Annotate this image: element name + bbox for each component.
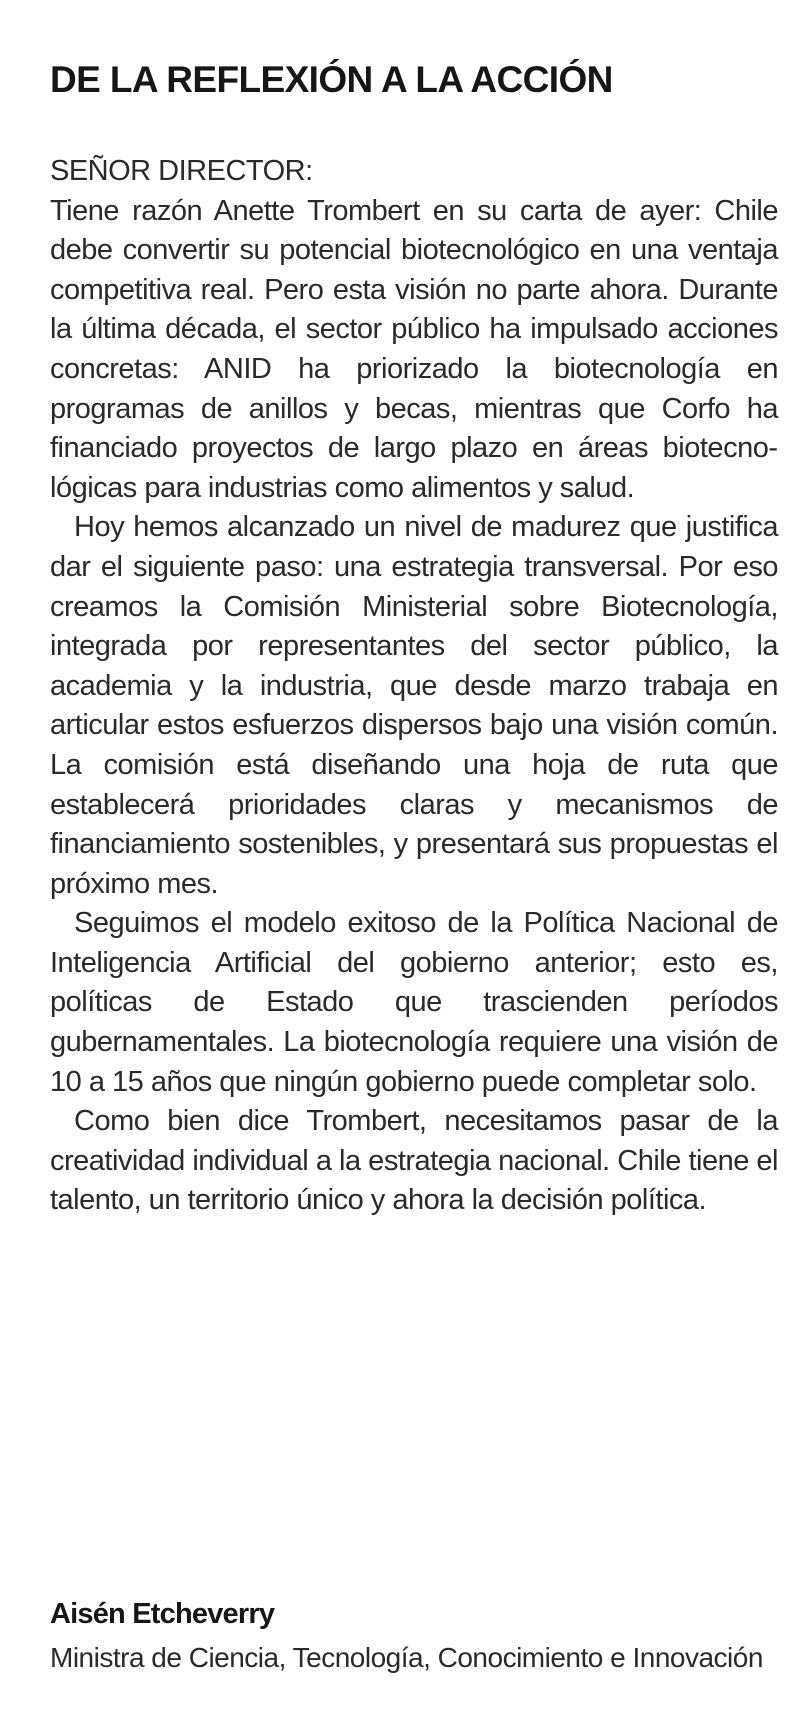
paragraph-4: Como bien dice Trombert, necesitamos pasar de la creatividad individual a la estrategia nacional. Chile tiene el talento, un territorio único y ahora la decisión política.	[50, 1105, 778, 1217]
salutation: SEÑOR DIRECTOR:	[50, 155, 313, 187]
signature-block	[50, 1595, 778, 1677]
paragraph-1: Tiene razón Anette Trombert en su carta de ayer: Chile debe convertir su potencial biotecnológico en una ventaja competitiva real. Pero esta visión no parte ahora. Durante la última década, el sector público ha impulsado acciones concretas: ANID ha priorizado la biotecnología en programas de anillos y becas, mientras que Corfo ha financiado proyectos de largo plazo en áreas biotecnológicas para industrias como alimentos y salud.	[50, 194, 778, 504]
paragraph-3: Seguimos el modelo exitoso de la Política Nacional de Inteligencia Artificial del gobierno anterior; esto es, políticas de Estado que trascienden períodos gubernamentales. La biotecnología requiere una visión de 10 a 15 años que ningún gobierno puede completar solo.	[50, 907, 778, 1098]
letter-headline: DE LA REFLEXIÓN A LA ACCIÓN	[50, 59, 613, 100]
signature-name: Aisén Etcheverry	[50, 1598, 275, 1630]
signature-title: Ministra de Ciencia, Tecnología, Conocimiento e Innovación	[50, 1642, 763, 1673]
letter-body	[50, 152, 778, 1221]
paragraph-2: Hoy hemos alcanzado un nivel de madurez que justifica dar el siguiente paso: una estrategia transversal. Por eso creamos la Comisión Ministerial sobre Biotecnología, integrada por representantes del sector público, la academia y la industria, que desde marzo trabaja en articular estos esfuerzos dispersos bajo una visión común. La comisión está diseñando una hoja de ruta que establecerá prioridades claras y mecanismos de financiamiento sostenibles, y presentará sus propuestas el próximo mes.	[50, 511, 778, 900]
letter	[50, 58, 778, 1221]
